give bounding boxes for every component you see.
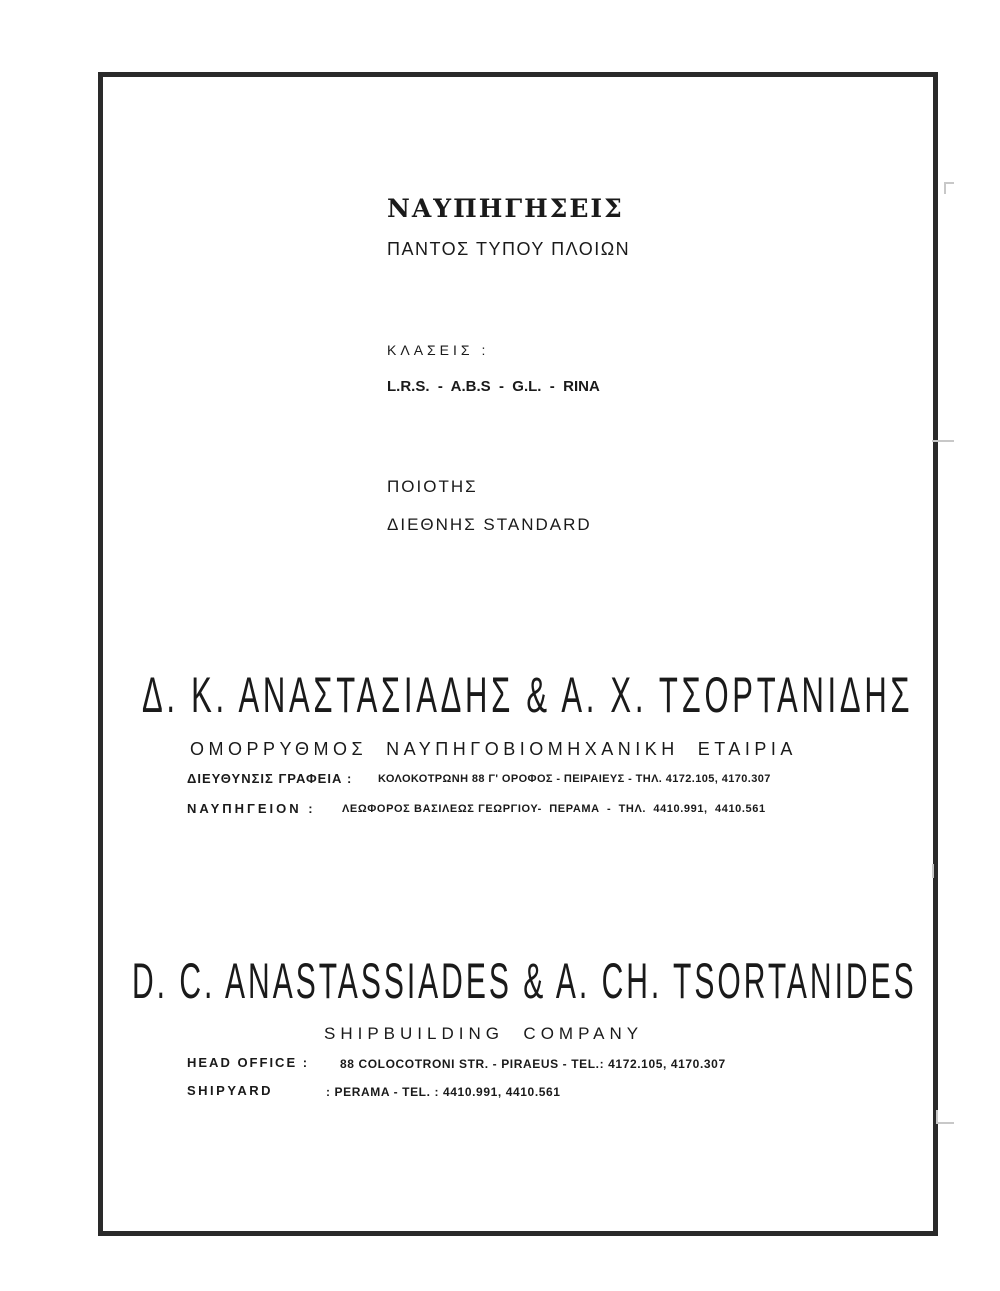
edge-mark: [932, 440, 954, 442]
quality-line-2: ΔΙΕΘΝΗΣ STANDARD: [387, 515, 592, 534]
english-shipyard-value: : PERAMA - TEL. : 4410.991, 4410.561: [326, 1085, 561, 1099]
english-shipyard-label: SHIPYARD: [187, 1083, 273, 1098]
greek-office-label: ΔΙΕΥΘΥΝΣΙΣ ΓΡΑΦΕΙΑ :: [187, 771, 353, 786]
edge-mark: [932, 864, 934, 878]
page-title: ΝΑΥΠΗΓΗΣΕΙΣ: [387, 194, 624, 223]
english-company-name: D. C. ANASTASSIADES & A. CH. TSORTANIDES: [132, 953, 917, 1009]
edge-mark: [936, 1122, 954, 1124]
english-office-label: HEAD OFFICE :: [187, 1055, 310, 1070]
greek-shipyard-label: ΝΑΥΠΗΓΕΙΟΝ :: [187, 801, 316, 816]
edge-mark: [944, 182, 946, 194]
page-subtitle: ΠΑΝΤΟΣ ΤΥΠΟΥ ΠΛΟΙΩΝ: [387, 239, 631, 259]
quality-line-1: ΠΟΙΟΤΗΣ: [387, 477, 478, 496]
classes-label: ΚΛΑΣΕΙΣ :: [387, 342, 490, 358]
greek-shipyard-value: ΛΕΩΦΟΡΟΣ ΒΑΣΙΛΕΩΣ ΓΕΩΡΓΙΟΥ- ΠΕΡΑΜΑ - ΤΗΛ. 4410.991, 4410.561: [342, 803, 766, 815]
english-office-value: 88 COLOCOTRONI STR. - PIRAEUS - TEL.: 4172.105, 4170.307: [340, 1057, 726, 1071]
greek-company-type: ΟΜΟΡΡΥΘΜΟΣ ΝΑΥΠΗΓΟΒΙΟΜΗΧΑΝΙΚΗ ΕΤΑΙΡΙΑ: [190, 739, 797, 759]
english-company-type: SHIPBUILDING COMPANY: [324, 1024, 644, 1043]
greek-company-name: Δ. Κ. ΑΝΑΣΤΑΣΙΑΔΗΣ & Α. Χ. ΤΣΟΡΤΑΝΙΔΗΣ: [142, 667, 914, 723]
classes-value: L.R.S. - A.B.S - G.L. - RINA: [387, 378, 600, 395]
greek-office-value: ΚΟΛΟΚΟΤΡΩΝΗ 88 Γ' ΟΡΟΦΟΣ - ΠΕΙΡΑΙΕΥΣ - ΤΗΛ. 4172.105, 4170.307: [378, 773, 771, 785]
